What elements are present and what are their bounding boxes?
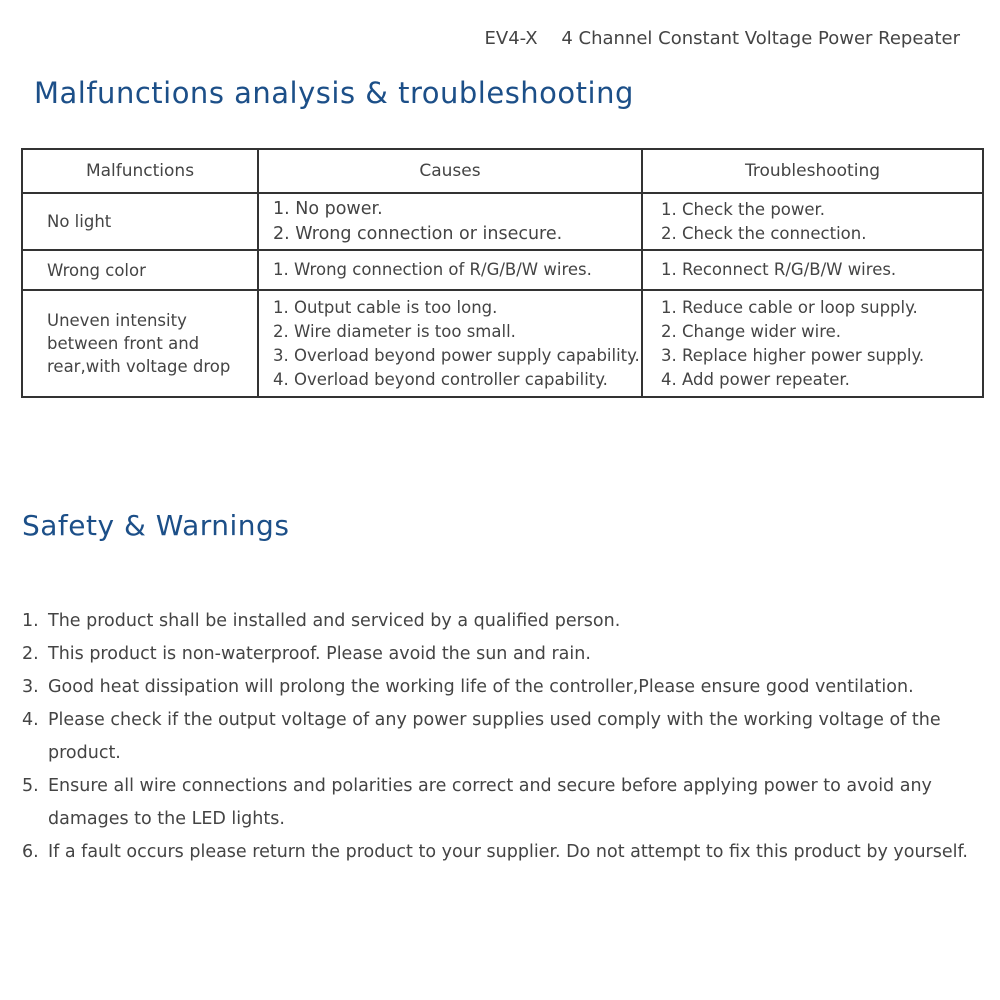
item-text: This product is non-waterproof. Please avoid the sun and rain. [48, 644, 591, 664]
fix-item: 2. Check the connection. [661, 223, 867, 243]
cause-item: 3. Overload beyond power supply capability. [273, 345, 640, 365]
fix-item: 1. Reduce cable or loop supply. [661, 297, 918, 317]
cause-item: 1. Output cable is too long. [273, 297, 498, 317]
column-header-causes: Causes [258, 149, 642, 193]
safety-heading: Safety & Warnings [22, 509, 290, 542]
causes-cell [258, 250, 642, 290]
column-header-malfunctions: Malfunctions [22, 149, 258, 193]
fix-item: 2. Change wider wire. [661, 321, 842, 341]
item-number: 2. [22, 644, 39, 664]
safety-item [22, 671, 982, 704]
causes-cell [258, 290, 642, 397]
product-name: 4 Channel Constant Voltage Power Repeater [561, 28, 960, 49]
malfunction-text: Uneven intensity [47, 311, 187, 330]
cause-item: 2. Wire diameter is too small. [273, 321, 516, 341]
document-header [485, 28, 960, 49]
troubleshooting-cell [642, 193, 983, 250]
troubleshooting-table [21, 148, 984, 398]
table-row [22, 290, 983, 397]
malfunction-text: between front and [47, 334, 200, 353]
safety-list [22, 605, 982, 869]
item-text: Ensure all wire connections and polarities are correct and secure before applying power to avoid any damages to the LED lights. [48, 776, 932, 829]
cause-item: 1. No power. [273, 198, 383, 219]
malfunction-text: No light [47, 212, 112, 231]
table-header-row [22, 149, 983, 193]
malfunction-cell [22, 290, 258, 397]
column-header-troubleshooting: Troubleshooting [642, 149, 983, 193]
fix-item: 1. Reconnect R/G/B/W wires. [661, 260, 897, 279]
cause-item: 2. Wrong connection or insecure. [273, 223, 563, 244]
malfunctions-heading: Malfunctions analysis & troubleshooting [34, 76, 634, 110]
item-text: Good heat dissipation will prolong the working life of the controller,Please ensure good ventilation. [48, 677, 914, 697]
malfunction-cell [22, 193, 258, 250]
item-number: 1. [22, 611, 39, 631]
safety-item [22, 605, 982, 638]
safety-item [22, 770, 982, 836]
item-text: If a fault occurs please return the product to your supplier. Do not attempt to fix this product by yourself. [48, 842, 968, 862]
causes-cell [258, 193, 642, 250]
cause-item: 1. Wrong connection of R/G/B/W wires. [273, 260, 592, 279]
malfunction-text: rear,with voltage drop [47, 357, 231, 376]
troubleshooting-cell [642, 290, 983, 397]
item-number: 6. [22, 842, 39, 862]
item-text: The product shall be installed and serviced by a qualified person. [48, 611, 621, 631]
malfunction-text: Wrong color [47, 260, 146, 280]
item-text: Please check if the output voltage of any power supplies used comply with the working voltage of the product. [48, 710, 941, 763]
item-number: 5. [22, 776, 39, 796]
table-row [22, 193, 983, 250]
safety-item [22, 638, 982, 671]
safety-item [22, 704, 982, 770]
cause-item: 4. Overload beyond controller capability. [273, 369, 608, 389]
troubleshooting-cell [642, 250, 983, 290]
fix-item: 3. Replace higher power supply. [661, 345, 925, 365]
item-number: 4. [22, 710, 39, 730]
fix-item: 4. Add power repeater. [661, 369, 850, 389]
malfunction-cell [22, 250, 258, 290]
model-number: EV4-X [484, 28, 538, 49]
fix-item: 1. Check the power. [661, 199, 826, 219]
table-row [22, 250, 983, 290]
item-number: 3. [22, 677, 39, 697]
safety-item [22, 836, 982, 869]
